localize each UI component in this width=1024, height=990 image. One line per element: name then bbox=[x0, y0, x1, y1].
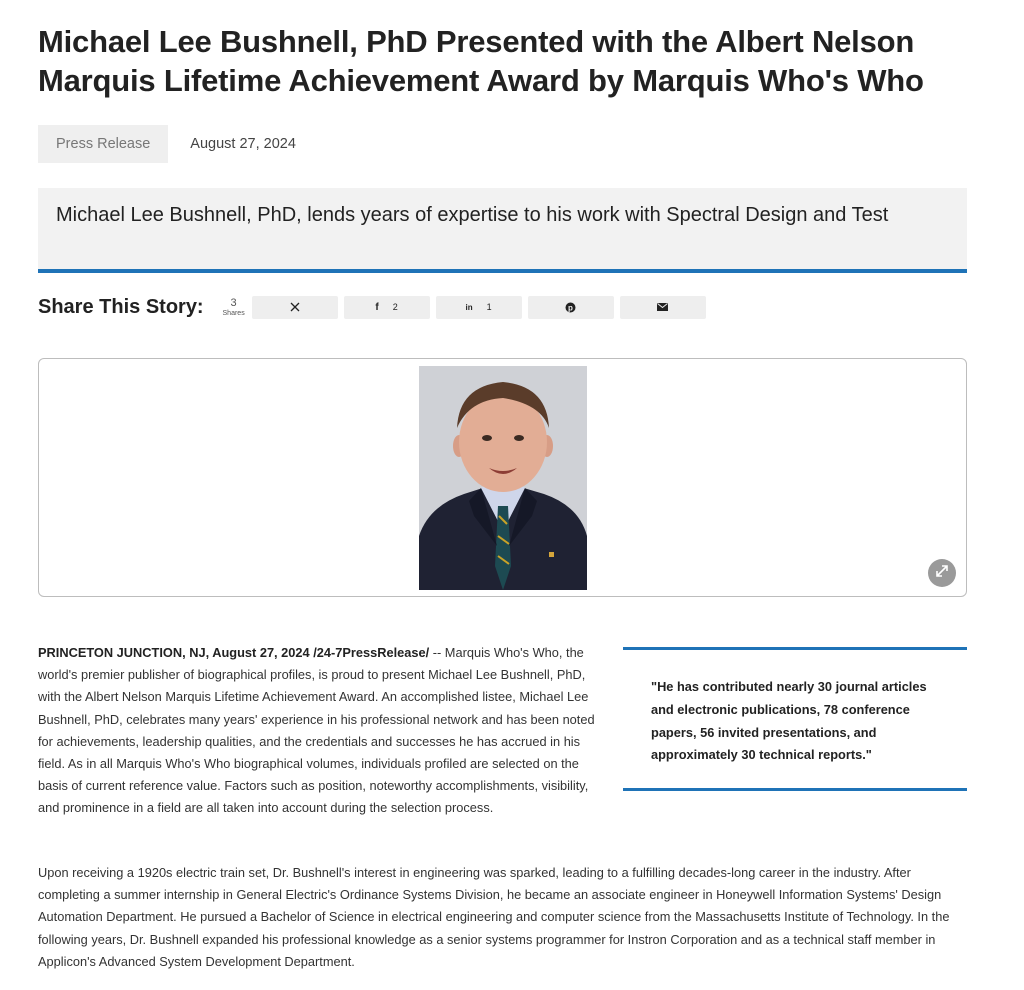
facebook-icon: f bbox=[375, 301, 379, 313]
share-bar bbox=[38, 292, 712, 322]
lead-text: -- Marquis Who's Who, the world's premier publisher of biographical profiles, is proud to present Michael Lee Bushnell, PhD, with the Albert Nelson Marquis Lifetime Achievement Award. An accomplished listee, Michael Lee Bushnell, PhD, celebrates many years' experience in his professional network and has been noted for achievements, leadership qualities, and the credentials and successes he has accrued in his field. As in all Marquis Who's Who biographical volumes, individuals profiled are selected on the basis of current reference value. Factors such as position, noteworthy accomplishments, visibility, and prominence in a field are all taken into account during the selection process. bbox=[38, 645, 595, 816]
publish-date: August 27, 2024 bbox=[190, 136, 296, 152]
share-linkedin-button[interactable] bbox=[436, 296, 522, 319]
share-x-button[interactable] bbox=[252, 296, 338, 319]
pull-quote: "He has contributed nearly 30 journal articles and electronic publications, 78 conference papers, 56 invited presentations, and approximately 30 technical reports." bbox=[651, 679, 927, 763]
lead-paragraph bbox=[38, 642, 604, 820]
share-facebook-button[interactable] bbox=[344, 296, 430, 319]
svg-text:p: p bbox=[568, 302, 574, 312]
pull-quote-box bbox=[623, 647, 967, 791]
share-pinterest-button[interactable] bbox=[528, 296, 614, 319]
article-subtitle: Michael Lee Bushnell, PhD, lends years of expertise to his work with Spectral Design and Test bbox=[56, 204, 889, 226]
article-title: Michael Lee Bushnell, PhD Presented with the Albert Nelson Marquis Lifetime Achievement Award by Marquis Who's Who bbox=[38, 24, 924, 98]
portrait-photo[interactable] bbox=[419, 366, 587, 590]
article-subtitle-box bbox=[38, 188, 967, 273]
x-icon bbox=[290, 302, 300, 312]
share-email-button[interactable] bbox=[620, 296, 706, 319]
facebook-share-count: 2 bbox=[392, 302, 398, 312]
share-count bbox=[220, 298, 248, 317]
linkedin-icon: in bbox=[465, 302, 473, 312]
linkedin-share-count: 1 bbox=[486, 302, 492, 312]
expand-icon bbox=[935, 564, 949, 583]
pinterest-icon bbox=[565, 302, 576, 313]
article-meta bbox=[38, 125, 296, 163]
dateline: PRINCETON JUNCTION, NJ, August 27, 2024 /24-7PressRelease/ bbox=[38, 645, 430, 660]
photo-frame bbox=[38, 358, 967, 597]
share-count-number: 3 bbox=[230, 296, 237, 309]
category-badge[interactable]: Press Release bbox=[38, 125, 168, 163]
expand-image-button[interactable] bbox=[928, 559, 956, 587]
share-count-label: Shares bbox=[222, 309, 245, 317]
share-label: Share This Story: bbox=[38, 295, 204, 318]
email-icon bbox=[657, 303, 668, 311]
body-paragraph: Upon receiving a 1920s electric train set, Dr. Bushnell's interest in engineering was sparked, leading to a fulfilling decades-long career in the industry. After completing a summer internship in General Electric's Ordinance Systems Division, he became an associate engineer in Honeywell Information Systems' Design Automation Department. He pursued a Bachelor of Science in electrical engineering and computer science from the Massachusetts Institute of Technology. In the following years, Dr. Bushnell expanded his professional knowledge as a senior systems programmer for Instron Corporation and as a technical staff member in Applicon's Advanced System Development Department. bbox=[38, 865, 950, 969]
